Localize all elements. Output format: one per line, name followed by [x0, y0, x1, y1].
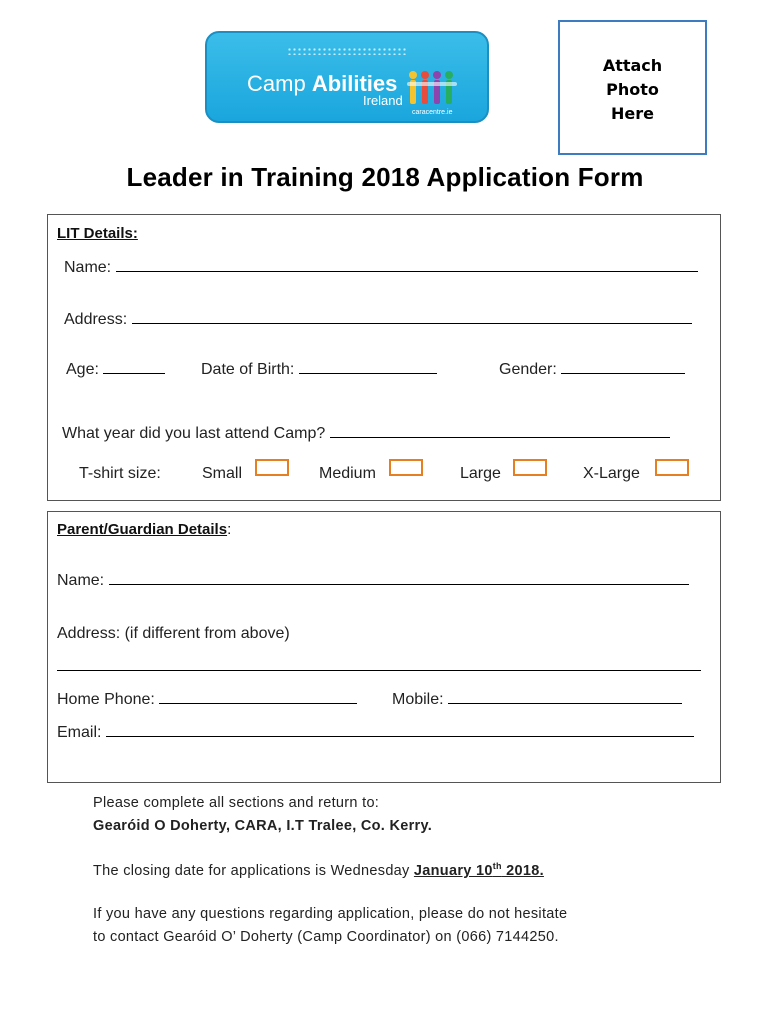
- people-figures-icon: [405, 69, 465, 109]
- photo-line-1: Attach: [602, 56, 663, 75]
- mobile-label: Mobile:: [392, 691, 444, 708]
- lit-age-row: [66, 359, 165, 379]
- size-large-label: Large: [460, 465, 501, 482]
- parent-heading: Parent/Guardian Details: [57, 521, 228, 538]
- lit-name-row: [64, 257, 698, 277]
- parent-name-row: [57, 570, 689, 590]
- closing-date-main: January 10: [413, 862, 493, 879]
- lit-age-field[interactable]: [103, 359, 165, 374]
- lit-dob-label: Date of Birth:: [201, 361, 295, 378]
- closing-date-end: 2018.: [501, 862, 544, 879]
- lit-address-field[interactable]: [132, 309, 692, 324]
- size-large-checkbox[interactable]: [513, 459, 547, 476]
- closing-date-prefix: The closing date for applications is Wednesday: [93, 862, 414, 879]
- mobile-field[interactable]: [448, 689, 682, 704]
- lit-dob-field[interactable]: [299, 359, 437, 374]
- closing-date-line: [93, 861, 544, 879]
- attach-photo-label: [560, 54, 705, 126]
- email-row: [57, 722, 694, 742]
- lit-gender-row: [499, 359, 685, 379]
- attach-photo-box: [558, 20, 707, 155]
- lit-last-attend-label: What year did you last attend Camp?: [62, 425, 326, 442]
- lit-details-section: [47, 214, 721, 501]
- size-xlarge-checkbox[interactable]: [655, 459, 689, 476]
- photo-line-2: Photo: [606, 80, 659, 99]
- closing-date-sup: th: [492, 861, 502, 871]
- lit-age-label: Age:: [66, 361, 99, 378]
- parent-heading-colon: :: [227, 521, 232, 538]
- logo-url-text: caracentre.ie: [412, 109, 453, 116]
- size-medium-checkbox[interactable]: [389, 459, 423, 476]
- lit-last-attend-row: [62, 423, 670, 443]
- photo-line-3: Here: [611, 104, 654, 123]
- braille-dots: [287, 47, 407, 55]
- lit-address-label: Address:: [64, 311, 128, 328]
- logo-camp-text: Camp: [247, 71, 306, 96]
- lit-name-label: Name:: [64, 259, 112, 276]
- lit-dob-row: [201, 359, 437, 379]
- size-small-checkbox[interactable]: [255, 459, 289, 476]
- questions-line-1: If you have any questions regarding application, please do not hesitate: [93, 906, 568, 922]
- parent-heading-row: [57, 521, 231, 538]
- return-address: Gearóid O Doherty, CARA, I.T Tralee, Co. Kerry.: [93, 818, 433, 834]
- size-small-label: Small: [202, 465, 243, 482]
- lit-address-row: [64, 309, 692, 329]
- tshirt-label: T-shirt size:: [79, 465, 161, 482]
- return-instruction: Please complete all sections and return to:: [93, 795, 380, 811]
- lit-gender-field[interactable]: [561, 359, 685, 374]
- lit-name-field[interactable]: [116, 257, 698, 272]
- parent-name-label: Name:: [57, 572, 105, 589]
- lit-gender-label: Gender:: [499, 361, 557, 378]
- size-xlarge-label: X-Large: [583, 465, 640, 482]
- parent-name-field[interactable]: [109, 570, 689, 585]
- home-phone-label: Home Phone:: [57, 691, 155, 708]
- form-title: Leader in Training 2018 Application Form: [126, 162, 644, 192]
- email-field[interactable]: [106, 722, 694, 737]
- parent-guardian-section: [47, 511, 721, 783]
- logo-abilities-text: Abilities: [311, 71, 398, 96]
- parent-address-label: Address: (if different from above): [57, 625, 290, 642]
- size-medium-label: Medium: [319, 465, 376, 482]
- questions-line-2: to contact Gearóid O’ Doherty (Camp Coordinator) on (066) 7144250.: [93, 929, 559, 945]
- email-label: Email:: [57, 724, 102, 741]
- closing-date: [414, 863, 544, 879]
- parent-address-field[interactable]: [57, 670, 701, 671]
- lit-last-attend-field[interactable]: [330, 423, 670, 438]
- camp-abilities-logo: [205, 31, 489, 123]
- lit-heading: LIT Details:: [57, 225, 138, 242]
- home-phone-row: [57, 689, 357, 709]
- mobile-row: [392, 689, 682, 709]
- home-phone-field[interactable]: [159, 689, 357, 704]
- logo-ireland-text: Ireland: [363, 93, 403, 108]
